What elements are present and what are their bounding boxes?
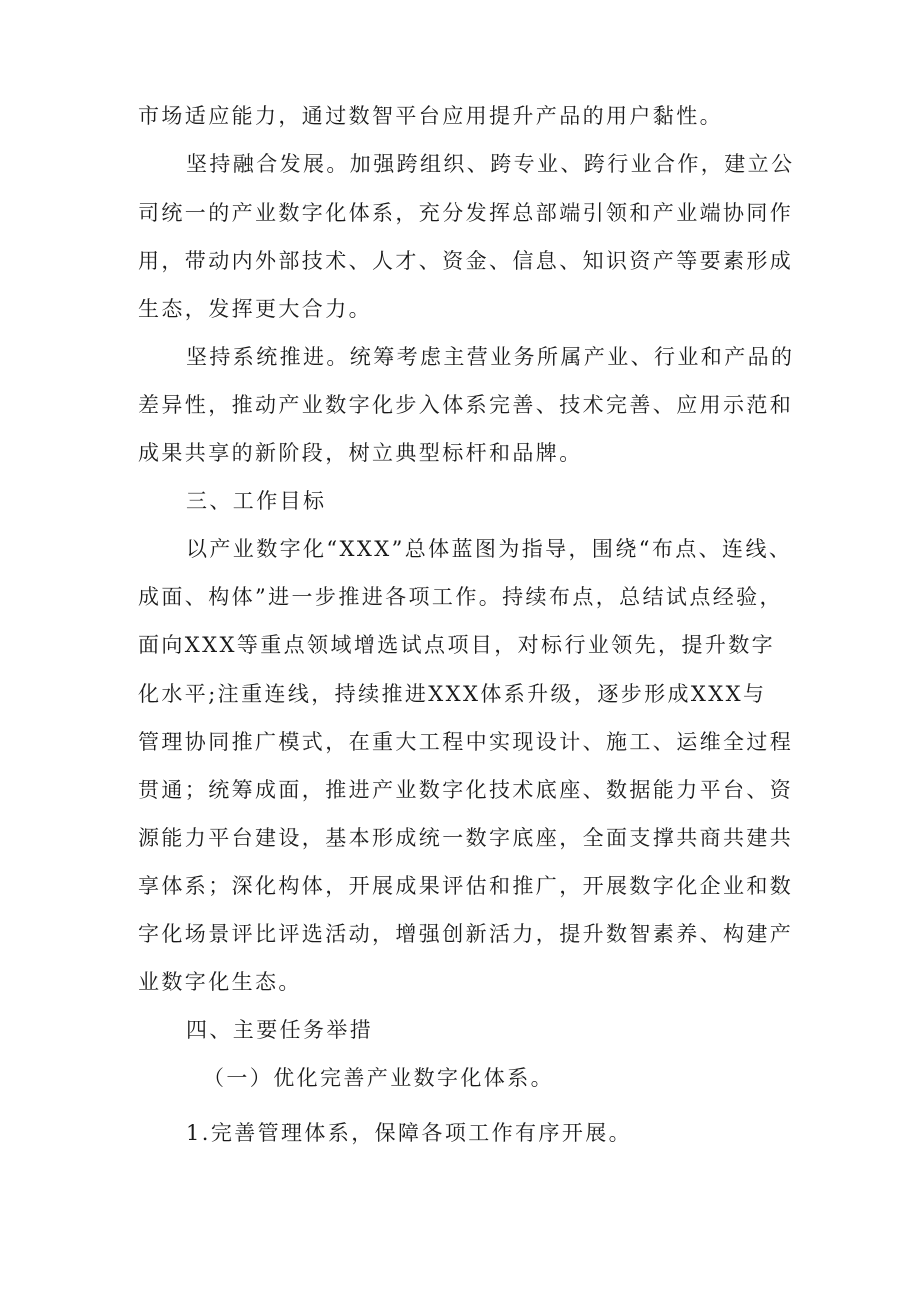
text-line: 司统一的产业数字化体系，充分发挥总部端引领和产业端协同作 bbox=[138, 201, 794, 225]
subsection-heading: （一）优化完善产业数字化体系。 bbox=[203, 1066, 554, 1090]
text-line: 市场适应能力，通过数智平台应用提升产品的用户黏性。 bbox=[138, 104, 723, 128]
text-line: 贯通；统筹成面，推进产业数字化技术底座、数据能力平台、资 bbox=[138, 778, 794, 802]
text-line: 差异性，推动产业数字化步入体系完善、技术完善、应用示范和 bbox=[138, 393, 794, 417]
section-heading-4: 四、主要任务举措 bbox=[186, 1018, 374, 1042]
paragraph-heading-system: 坚持系统推进。统筹考虑主营业务所属产业、行业和产品的 bbox=[186, 345, 795, 369]
text-line: 管理协同推广模式，在重大工程中实现设计、施工、运维全过程 bbox=[138, 730, 794, 754]
text-line: 面向XXX等重点领域增选试点项目，对标行业领先，提升数字 bbox=[138, 633, 776, 657]
text-line: 以产业数字化“XXX”总体蓝图为指导，围绕“布点、连线、 bbox=[186, 537, 793, 561]
text-line: 享体系；深化构体，开展成果评估和推广，开展数字化企业和数 bbox=[138, 874, 794, 898]
text-line: 用，带动内外部技术、人才、资金、信息、知识资产等要素形成 bbox=[138, 249, 794, 273]
text-line: 生态，发挥更大合力。 bbox=[138, 297, 372, 321]
text-line: 成面、构体”进一步推进各项工作。持续布点，总结试点经验， bbox=[138, 585, 783, 609]
text-line: 源能力平台建设，基本形成统一数字底座，全面支撑共商共建共 bbox=[138, 826, 794, 850]
section-heading-3: 三、工作目标 bbox=[186, 489, 327, 513]
text-line: 字化场景评比评选活动，增强创新活力，提升数智素养、构建产 bbox=[138, 922, 794, 946]
text-line: 业数字化生态。 bbox=[138, 970, 302, 994]
numbered-item: 1.完善管理体系，保障各项工作有序开展。 bbox=[186, 1121, 633, 1145]
paragraph-heading-integration: 坚持融合发展。加强跨组织、跨专业、跨行业合作，建立公 bbox=[186, 152, 795, 176]
text-line: 化水平;注重连线，持续推进XXX体系升级，逐步形成XXX与 bbox=[138, 682, 767, 706]
text-line: 成果共享的新阶段，树立典型标杆和品牌。 bbox=[138, 441, 583, 465]
